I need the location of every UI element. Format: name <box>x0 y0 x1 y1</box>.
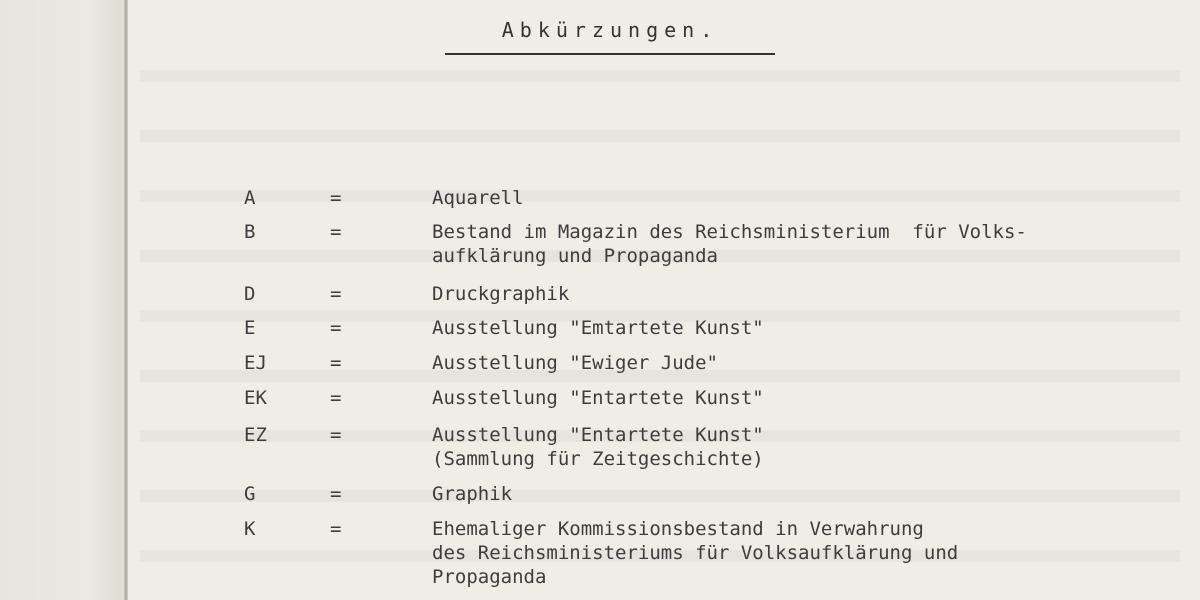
page-title: Abkürzungen. <box>501 18 719 42</box>
definition-line: Graphik <box>432 483 513 505</box>
abbreviation-code: B <box>244 221 256 243</box>
definition-line: Bestand im Magazin des Reichsministerium für Volks- <box>432 221 1027 243</box>
abbreviation-definition <box>432 482 1192 506</box>
abbreviation-code: EJ <box>244 352 267 374</box>
abbreviation-code: A <box>244 187 256 209</box>
abbreviation-code: EZ <box>244 424 267 446</box>
definition-line: Ausstellung "Entartete Kunst" <box>432 387 764 409</box>
equals-sign: = <box>330 221 342 243</box>
title-underline <box>445 53 775 55</box>
definition-line: Ausstellung "Entartete Kunst" <box>432 424 764 446</box>
abbreviation-code: K <box>244 518 256 540</box>
definition-line: Propaganda <box>432 566 547 588</box>
abbreviation-definition <box>432 423 1192 471</box>
abbreviation-code: G <box>244 483 256 505</box>
equals-sign: = <box>330 317 342 339</box>
left-facing-page <box>0 0 128 600</box>
definition-line: Ehemaliger Kommissionsbestand in Verwahrung <box>432 518 924 540</box>
definition-line: des Reichsministeriums für Volksaufklärung und <box>432 542 959 564</box>
abbreviation-definition <box>432 316 1192 340</box>
abbreviation-code: E <box>244 317 256 339</box>
definition-line: (Sammlung für Zeitgeschichte) <box>432 448 764 470</box>
definition-line: Ausstellung "Ewiger Jude" <box>432 352 718 374</box>
definition-line: Aquarell <box>432 187 524 209</box>
abbreviation-code: EK <box>244 387 267 409</box>
page-binding-edge <box>124 0 128 600</box>
equals-sign: = <box>330 424 342 446</box>
abbreviation-definition <box>432 517 1192 589</box>
equals-sign: = <box>330 283 342 305</box>
equals-sign: = <box>330 352 342 374</box>
equals-sign: = <box>330 187 342 209</box>
abbreviation-definition <box>432 220 1192 268</box>
abbreviation-code: D <box>244 283 256 305</box>
definition-line: Druckgraphik <box>432 283 570 305</box>
equals-sign: = <box>330 518 342 540</box>
equals-sign: = <box>330 483 342 505</box>
abbreviation-definition <box>432 386 1192 410</box>
abbreviation-definition <box>432 351 1192 375</box>
equals-sign: = <box>330 387 342 409</box>
abbreviation-definition <box>432 186 1192 210</box>
definition-line: Ausstellung "Emtartete Kunst" <box>432 317 764 339</box>
abbreviation-definition <box>432 282 1192 306</box>
definition-line: aufklärung und Propaganda <box>432 245 718 267</box>
